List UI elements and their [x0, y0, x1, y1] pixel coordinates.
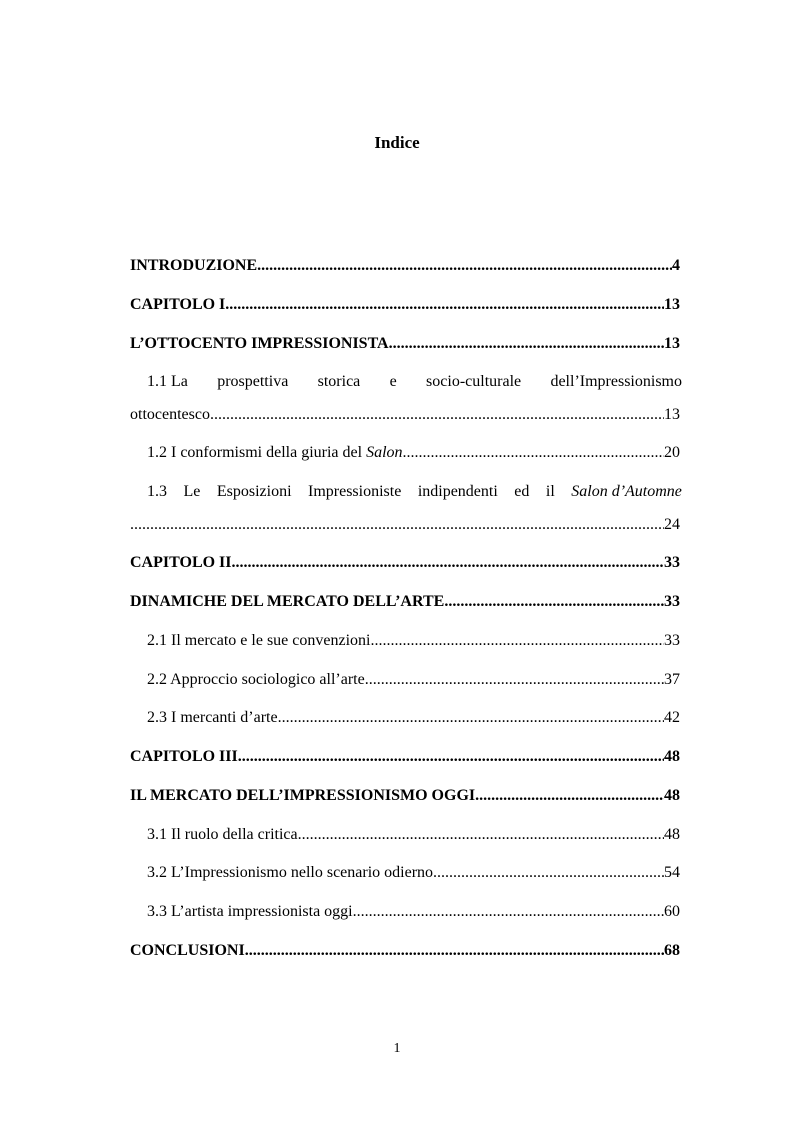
toc-entry-1-3-line1[interactable] — [147, 481, 682, 503]
toc-page: 42 — [664, 709, 680, 726]
toc-page: 13 — [664, 335, 680, 352]
toc-entry-1-3-line2[interactable] — [130, 514, 680, 536]
toc-word: indipendenti — [417, 483, 498, 500]
toc-page: 60 — [664, 903, 680, 920]
dot-leader — [210, 404, 664, 426]
toc-word: 1.1 La — [147, 373, 188, 390]
toc-page: 4 — [672, 257, 680, 274]
toc-page: 68 — [664, 942, 680, 959]
dot-leader — [475, 785, 664, 807]
dot-leader — [298, 824, 664, 846]
toc-page: 54 — [664, 864, 680, 881]
dot-leader — [225, 294, 664, 316]
toc-entry-capitolo-1[interactable] — [130, 294, 680, 316]
dot-leader — [433, 862, 664, 884]
toc-page: 13 — [664, 406, 680, 423]
toc-word: dell’Impressionismo — [550, 373, 682, 390]
toc-word: e — [389, 373, 397, 390]
toc-entry-ottocento[interactable] — [130, 333, 680, 355]
toc-entry-capitolo-2[interactable] — [130, 552, 680, 574]
toc-entry-introduzione[interactable] — [130, 255, 680, 277]
toc-word: ed — [514, 483, 530, 500]
toc-entry-3-2[interactable] — [147, 862, 680, 884]
toc-label: CAPITOLO II — [130, 554, 232, 571]
page-title: Indice — [374, 133, 420, 152]
toc-word-italic: Salon d’Automne — [571, 483, 682, 500]
toc-page: 20 — [664, 444, 680, 461]
dot-leader — [389, 333, 664, 355]
toc-label: DINAMICHE DEL MERCATO DELL’ARTE — [130, 593, 445, 610]
toc-label: CONCLUSIONI — [130, 942, 245, 959]
dot-leader — [278, 707, 664, 729]
toc-page: 24 — [664, 516, 680, 533]
toc-page: 33 — [664, 593, 680, 610]
toc-entry-3-1[interactable] — [147, 824, 680, 846]
toc-entry-2-1[interactable] — [147, 630, 680, 652]
toc-label: 2.3 I mercanti d’arte — [147, 709, 278, 726]
toc-word: Le — [183, 483, 201, 500]
toc-word: il — [545, 483, 555, 500]
toc-label-text: 1.2 I conformismi della giuria del — [147, 444, 367, 461]
dot-leader — [444, 591, 664, 613]
toc-label-italic: Salon — [366, 444, 403, 461]
toc-word: 1.3 — [147, 483, 167, 500]
toc-entry-3-3[interactable] — [147, 901, 680, 923]
dot-leader — [370, 630, 664, 652]
toc-word: prospettiva — [217, 373, 289, 390]
toc-label: 3.2 L’Impressionismo nello scenario odierno — [147, 864, 434, 881]
toc-word: Impressioniste — [308, 483, 402, 500]
toc-label: CAPITOLO III — [130, 748, 238, 765]
dot-leader — [403, 442, 664, 464]
dot-leader — [353, 901, 664, 923]
toc-entry-2-3[interactable] — [147, 707, 680, 729]
toc-page: 48 — [664, 826, 680, 843]
toc-label: 3.1 Il ruolo della critica — [147, 826, 298, 843]
toc-page: 33 — [664, 632, 680, 649]
toc-page: 37 — [664, 671, 680, 688]
toc-label: 3.3 L’artista impressionista oggi — [147, 903, 353, 920]
toc-entry-1-2[interactable] — [147, 442, 680, 464]
dot-leader — [238, 746, 664, 768]
toc-entry-1-1-line1[interactable] — [147, 371, 682, 393]
toc-page: 48 — [664, 748, 680, 765]
toc-label: 2.2 Approccio sociologico all’arte — [147, 671, 365, 688]
toc-word: socio-culturale — [426, 373, 522, 390]
toc-label — [147, 442, 403, 464]
toc-label: 2.1 Il mercato e le sue convenzioni — [147, 632, 371, 649]
dot-leader — [257, 255, 672, 277]
dot-leader — [365, 669, 664, 691]
toc-label: CAPITOLO I — [130, 296, 226, 313]
toc-entry-1-1-line2[interactable] — [130, 404, 680, 426]
toc-entry-conclusioni[interactable] — [130, 940, 680, 962]
toc-page: 33 — [664, 554, 680, 571]
toc-word: storica — [317, 373, 361, 390]
toc-page: 48 — [664, 787, 680, 804]
toc-entry-mercato[interactable] — [130, 785, 680, 807]
toc-label: IL MERCATO DELL’IMPRESSIONISMO OGGI — [130, 787, 476, 804]
dot-leader — [232, 552, 664, 574]
page-number: 1 — [393, 1041, 401, 1056]
toc-label: L’OTTOCENTO IMPRESSIONISTA — [130, 335, 389, 352]
toc-entry-capitolo-3[interactable] — [130, 746, 680, 768]
toc-page: 13 — [664, 296, 680, 313]
toc-label: ottocentesco — [130, 406, 210, 423]
toc-label: INTRODUZIONE — [130, 257, 258, 274]
dot-leader — [130, 514, 664, 536]
dot-leader — [245, 940, 664, 962]
toc-entry-dinamiche[interactable] — [130, 591, 680, 613]
toc-entry-2-2[interactable] — [147, 669, 680, 691]
toc-word: Esposizioni — [216, 483, 292, 500]
